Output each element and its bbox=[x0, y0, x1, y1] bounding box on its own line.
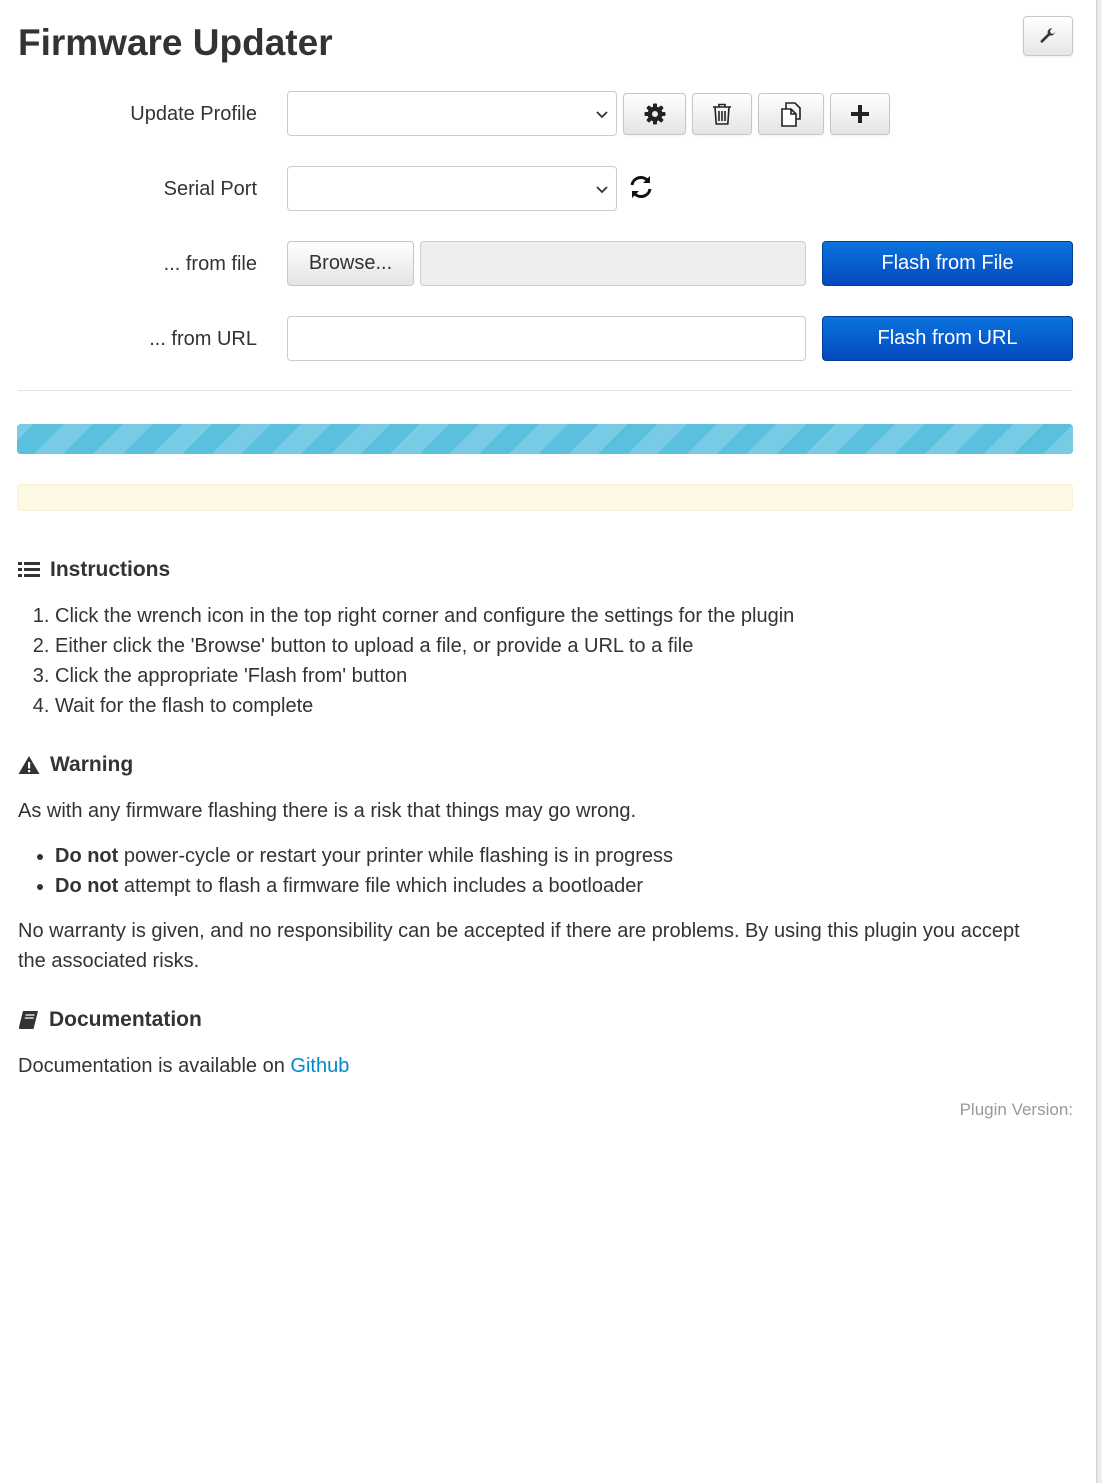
selected-file-field bbox=[420, 241, 806, 286]
from-file-label: ... from file bbox=[163, 253, 257, 275]
add-profile-button[interactable] bbox=[830, 93, 890, 135]
list-item: 3. Click the appropriate 'Flash from' button bbox=[55, 661, 1078, 691]
list-item bbox=[55, 871, 673, 901]
chevron-down-icon bbox=[594, 181, 610, 197]
list-item: 1. Click the wrench icon in the top right corner and configure the settings for the plugin bbox=[55, 601, 1078, 631]
settings-wrench-button[interactable] bbox=[1023, 16, 1073, 56]
book-icon bbox=[18, 1010, 39, 1030]
list-item: 2. Either click the 'Browse' button to upload a file, or provide a URL to a file bbox=[55, 631, 1078, 661]
serial-port-select[interactable] bbox=[287, 166, 617, 211]
flash-progress-bar bbox=[17, 424, 1073, 454]
disclaimer-line-1: No warranty is given, and no responsibility can be accepted if there are problems. By using this plugin you accept bbox=[18, 920, 1020, 942]
divider bbox=[18, 390, 1073, 391]
profile-settings-button[interactable] bbox=[623, 93, 686, 135]
list-icon bbox=[18, 561, 40, 579]
list-item: 4. Wait for the flash to complete bbox=[55, 691, 1078, 721]
flash-from-file-button[interactable]: Flash from File bbox=[822, 241, 1073, 286]
documentation-prefix: Documentation is available on bbox=[18, 1055, 291, 1077]
refresh-icon[interactable] bbox=[628, 174, 654, 200]
documentation-text bbox=[18, 1051, 349, 1081]
delete-profile-button[interactable] bbox=[692, 93, 752, 135]
instructions-list bbox=[18, 601, 1078, 721]
window-edge bbox=[1096, 0, 1102, 1483]
documentation-heading-text: Documentation bbox=[49, 1008, 202, 1031]
browse-button[interactable]: Browse... bbox=[287, 241, 414, 286]
warning-item-text: power-cycle or restart your printer while flashing is in progress bbox=[118, 845, 673, 867]
instructions-heading bbox=[18, 558, 170, 582]
plus-icon bbox=[849, 103, 871, 125]
update-profile-select[interactable] bbox=[287, 91, 617, 136]
github-link[interactable]: Github bbox=[290, 1055, 350, 1077]
warning-heading bbox=[18, 753, 133, 777]
firmware-url-input[interactable] bbox=[287, 316, 806, 361]
emphasis: Do not bbox=[55, 845, 119, 867]
warning-list bbox=[18, 841, 673, 901]
wrench-icon bbox=[1039, 27, 1057, 45]
trash-icon bbox=[711, 102, 733, 126]
status-alert bbox=[17, 484, 1073, 511]
update-profile-label: Update Profile bbox=[130, 103, 257, 125]
disclaimer-line-2: the associated risks. bbox=[18, 950, 200, 972]
emphasis: Do not bbox=[55, 875, 119, 897]
copy-profile-button[interactable] bbox=[758, 93, 824, 135]
warning-item-text: attempt to flash a firmware file which includes a bootloader bbox=[118, 875, 644, 897]
chevron-down-icon bbox=[594, 106, 610, 122]
flash-progress-fill bbox=[17, 424, 1073, 454]
documentation-heading bbox=[18, 1008, 202, 1032]
warning-icon bbox=[18, 755, 40, 775]
list-item bbox=[55, 841, 673, 871]
copy-icon bbox=[777, 100, 805, 128]
serial-port-label: Serial Port bbox=[163, 178, 257, 200]
flash-from-url-button[interactable]: Flash from URL bbox=[822, 316, 1073, 361]
plugin-version: Plugin Version: bbox=[959, 1100, 1073, 1119]
page-title: Firmware Updater bbox=[18, 22, 333, 63]
warning-heading-text: Warning bbox=[50, 753, 134, 776]
warning-intro: As with any firmware flashing there is a risk that things may go wrong. bbox=[18, 800, 637, 822]
from-url-label: ... from URL bbox=[149, 328, 257, 350]
cog-icon bbox=[643, 102, 667, 126]
warning-disclaimer bbox=[18, 916, 1020, 976]
instructions-heading-text: Instructions bbox=[50, 558, 171, 581]
